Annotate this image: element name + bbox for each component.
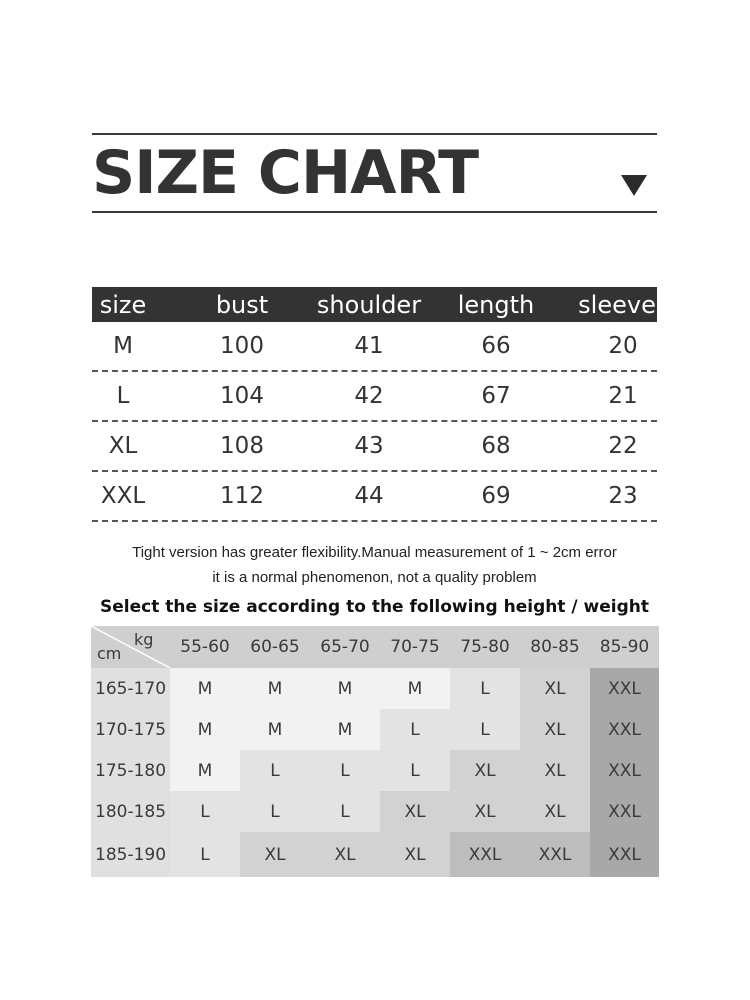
size-cell: XXL — [590, 750, 659, 791]
weight-header: 80-85 — [520, 626, 590, 668]
cell-bust: 112 — [220, 483, 264, 509]
size-cell: L — [170, 791, 240, 832]
size-cell: XL — [450, 791, 520, 832]
cell-shoulder: 43 — [354, 433, 384, 459]
size-cell: L — [380, 750, 450, 791]
cell-shoulder: 41 — [354, 333, 384, 359]
header-shoulder: shoulder — [316, 290, 422, 319]
size-cell: XL — [520, 668, 590, 709]
cell-size: XL — [108, 433, 138, 459]
size-cell: XL — [380, 832, 450, 877]
cell-shoulder: 44 — [354, 483, 384, 509]
size-cell: XL — [520, 709, 590, 750]
title-rule-top — [92, 133, 657, 135]
cell-length: 68 — [481, 433, 511, 459]
cell-length: 66 — [481, 333, 511, 359]
size-cell: M — [240, 709, 310, 750]
size-cell: L — [450, 668, 520, 709]
size-cell: XL — [240, 832, 310, 877]
measurement-note-line1: Tight version has greater flexibility.Manual measurement of 1 ~ 2cm error — [132, 544, 617, 561]
size-cell: XL — [380, 791, 450, 832]
size-cell: XXL — [450, 832, 520, 877]
header-bust: bust — [215, 290, 269, 319]
size-cell: XXL — [590, 791, 659, 832]
cell-size: XXL — [100, 483, 146, 509]
size-cell: L — [170, 832, 240, 877]
size-cell: XL — [310, 832, 380, 877]
size-cell: L — [310, 750, 380, 791]
size-cell: M — [310, 668, 380, 709]
cell-length: 67 — [481, 383, 511, 409]
table-row — [92, 472, 657, 522]
size-cell: L — [240, 750, 310, 791]
weight-header: 85-90 — [590, 626, 659, 668]
cell-sleeve: 20 — [608, 333, 638, 359]
size-cell: L — [310, 791, 380, 832]
height-weight-subtitle: Select the size according to the following height / weight — [100, 597, 649, 617]
table-corner — [91, 626, 170, 668]
size-cell: XXL — [590, 832, 659, 877]
height-weight-table — [91, 626, 659, 877]
size-cell: M — [310, 709, 380, 750]
corner-kg-label: kg — [134, 630, 154, 649]
size-cell: M — [170, 709, 240, 750]
cell-sleeve: 21 — [608, 383, 638, 409]
cell-sleeve: 23 — [608, 483, 638, 509]
size-cell: M — [380, 668, 450, 709]
height-row-label: 170-175 — [91, 709, 170, 750]
height-row-label: 175-180 — [91, 750, 170, 791]
size-cell: M — [170, 750, 240, 791]
table-row — [92, 422, 657, 472]
header-size: size — [99, 290, 147, 319]
page-title: SIZE CHART — [92, 138, 479, 208]
size-cell: M — [240, 668, 310, 709]
size-cell: XXL — [590, 709, 659, 750]
triangle-down-icon — [621, 175, 647, 196]
header-length: length — [457, 290, 535, 319]
cell-shoulder: 42 — [354, 383, 384, 409]
height-row-label: 165-170 — [91, 668, 170, 709]
cell-bust: 108 — [220, 433, 264, 459]
header-sleeve: sleeve — [578, 290, 656, 319]
size-cell: XL — [520, 750, 590, 791]
height-row-label: 180-185 — [91, 791, 170, 832]
corner-cm-label: cm — [97, 644, 122, 663]
size-cell: XL — [450, 750, 520, 791]
cell-sleeve: 22 — [608, 433, 638, 459]
measurement-note-line2: it is a normal phenomenon, not a quality problem — [212, 569, 537, 586]
cell-length: 69 — [481, 483, 511, 509]
title-rule-bottom — [92, 211, 657, 213]
weight-header: 70-75 — [380, 626, 450, 668]
height-row-label: 185-190 — [91, 832, 170, 877]
weight-header: 55-60 — [170, 626, 240, 668]
weight-header: 75-80 — [450, 626, 520, 668]
size-cell: XXL — [590, 668, 659, 709]
cell-bust: 104 — [220, 383, 264, 409]
table-row — [92, 372, 657, 422]
cell-bust: 100 — [220, 333, 264, 359]
cell-size: M — [113, 333, 133, 359]
weight-header: 65-70 — [310, 626, 380, 668]
size-cell: XXL — [520, 832, 590, 877]
size-table — [92, 287, 657, 522]
table-row — [92, 322, 657, 372]
weight-header: 60-65 — [240, 626, 310, 668]
size-cell: L — [380, 709, 450, 750]
size-cell: M — [170, 668, 240, 709]
size-cell: L — [450, 709, 520, 750]
size-cell: XL — [520, 791, 590, 832]
cell-size: L — [116, 383, 130, 409]
size-table-header — [92, 287, 657, 322]
size-cell: L — [240, 791, 310, 832]
